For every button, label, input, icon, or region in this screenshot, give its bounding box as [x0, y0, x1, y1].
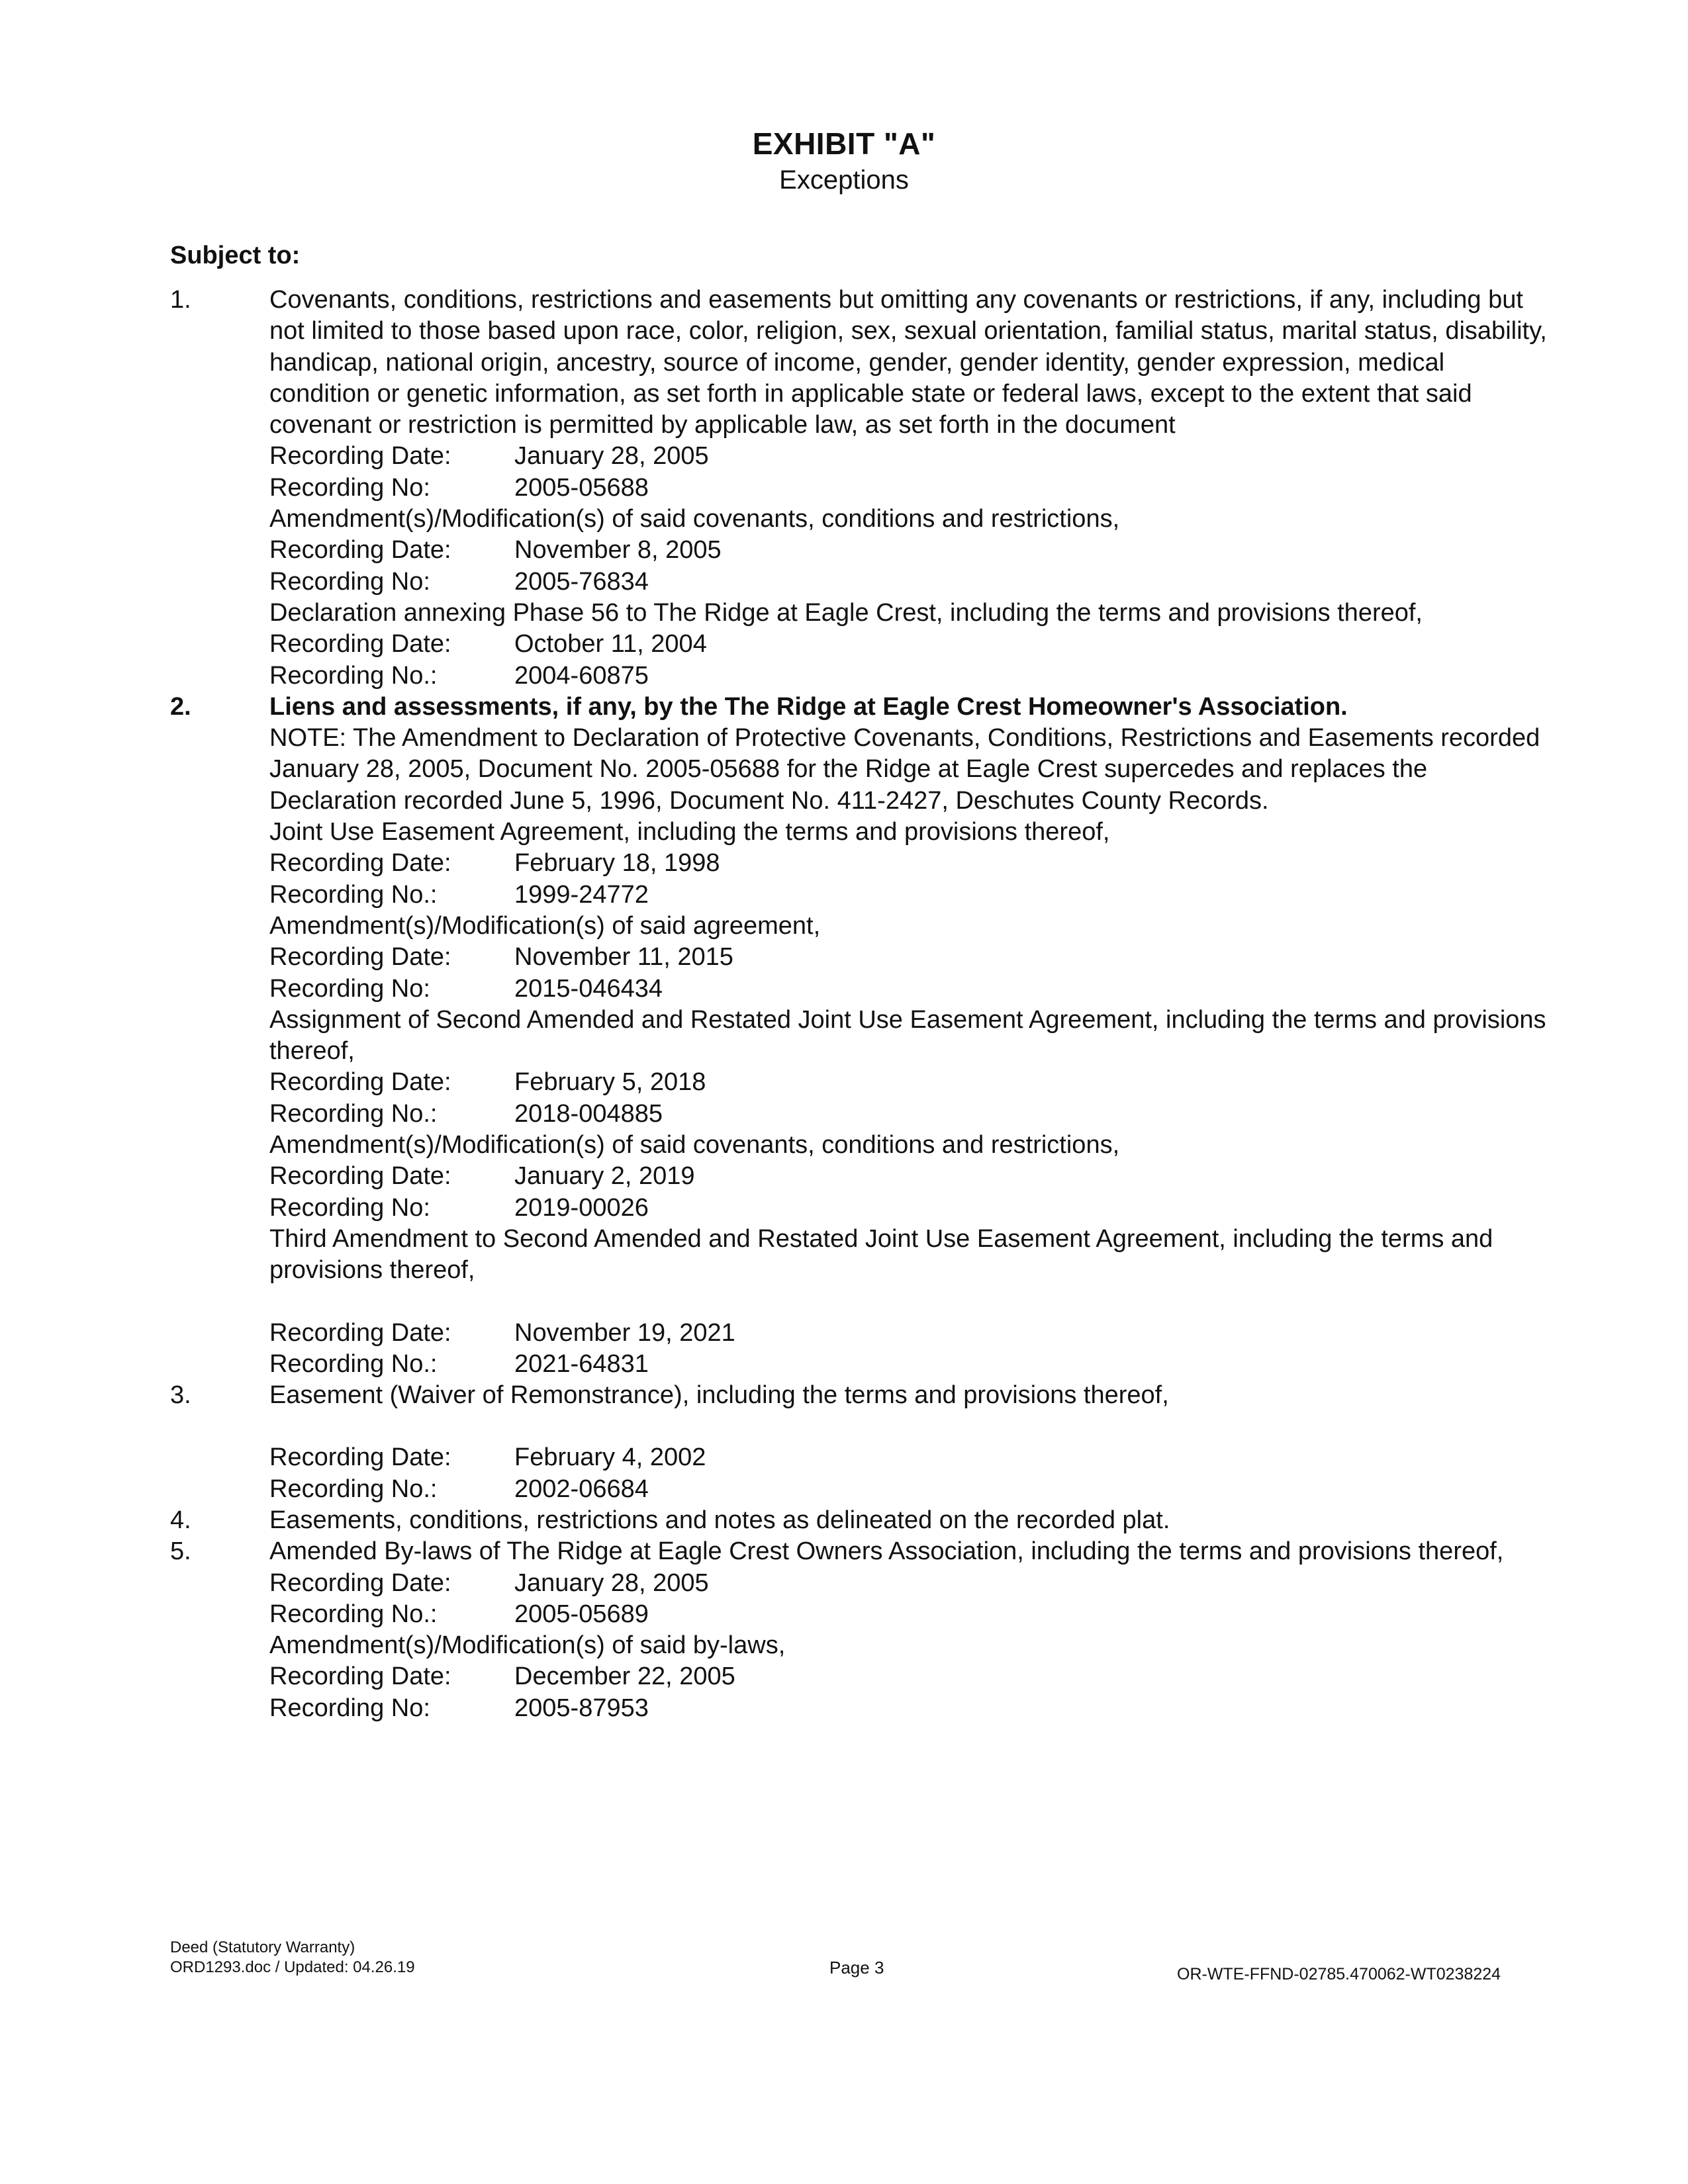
- recording-no-row: [269, 1474, 1547, 1505]
- recording-value: 2021-64831: [514, 1349, 649, 1378]
- exhibit-title: EXHIBIT "A": [752, 126, 936, 161]
- exceptions-list: [170, 285, 1547, 1724]
- recording-date-row: [269, 1318, 1547, 1349]
- recording-label: Recording Date:: [269, 1162, 451, 1191]
- recording-value: December 22, 2005: [514, 1662, 735, 1691]
- recording-value: January 2, 2019: [514, 1162, 695, 1191]
- recording-value: November 11, 2015: [514, 943, 733, 972]
- recording-value: 2005-76834: [514, 567, 649, 596]
- recording-value: 2004-60875: [514, 661, 649, 690]
- recording-value: 2019-00026: [514, 1193, 649, 1222]
- recording-label: Recording Date:: [269, 1569, 451, 1597]
- recording-value: November 8, 2005: [514, 536, 722, 565]
- recording-date-row: [269, 629, 1547, 660]
- recording-label: Recording No.:: [269, 880, 438, 909]
- recording-no-row: [269, 1599, 1547, 1630]
- amendment-text: Amendment(s)/Modification(s) of said covenants, conditions and restrictions,: [269, 1131, 1120, 1160]
- declaration-text: Declaration annexing Phase 56 to The Ridge at Eagle Crest, including the terms and provisions thereof,: [269, 598, 1423, 627]
- recording-date-row: [269, 942, 1547, 973]
- recording-label: Recording No:: [269, 1193, 430, 1222]
- third-amendment-text: Third Amendment to Second Amended and Restated Joint Use Easement Agreement, including the terms and provisions thereof,: [269, 1224, 1493, 1285]
- recording-date-row: [269, 1067, 1547, 1098]
- item-number: 3.: [170, 1381, 191, 1410]
- recording-label: Recording No.:: [269, 1600, 438, 1628]
- recording-label: Recording No:: [269, 1694, 430, 1722]
- recording-label: Recording Date:: [269, 1068, 451, 1097]
- recording-value: November 19, 2021: [514, 1318, 735, 1347]
- recording-label: Recording Date:: [269, 630, 451, 659]
- recording-date-row: [269, 535, 1547, 566]
- subject-to-label: Subject to:: [170, 242, 301, 269]
- recording-date-row: [269, 1568, 1547, 1599]
- footer-doc-version: ORD1293.doc / Updated: 04.26.19: [170, 1958, 415, 1976]
- spacer: [269, 1411, 1547, 1442]
- recording-label: Recording No.:: [269, 1099, 438, 1128]
- exception-item-3: [170, 1380, 1547, 1505]
- recording-label: Recording Date:: [269, 943, 451, 972]
- recording-no-row: [269, 567, 1547, 598]
- recording-no-row: [269, 880, 1547, 911]
- exception-item-4: [170, 1505, 1547, 1536]
- recording-label: Recording Date:: [269, 536, 451, 565]
- recording-value: February 5, 2018: [514, 1068, 706, 1097]
- recording-date-row: [269, 848, 1547, 879]
- recording-label: Recording No.:: [269, 661, 438, 690]
- recording-label: Recording Date:: [269, 849, 451, 878]
- recording-value: October 11, 2004: [514, 630, 707, 659]
- item-number: 4.: [170, 1506, 191, 1534]
- item-text: Amended By-laws of The Ridge at Eagle Crest Owners Association, including the terms and provisions thereof,: [269, 1537, 1504, 1566]
- recording-no-row: [269, 1099, 1547, 1130]
- exhibit-subtitle: Exceptions: [779, 165, 909, 195]
- page-number: Page 3: [829, 1958, 884, 1978]
- recording-no-row: [269, 660, 1547, 692]
- recording-label: Recording Date:: [269, 1443, 451, 1472]
- recording-date-row: [269, 1442, 1547, 1473]
- item-number: 1.: [170, 286, 191, 314]
- item-text: Easement (Waiver of Remonstrance), including the terms and provisions thereof,: [269, 1381, 1169, 1410]
- recording-no-row: [269, 1193, 1547, 1224]
- footer-order-reference: OR-WTE-FFND-02785.470062-WT0238224: [1177, 1965, 1501, 1983]
- amendment-text: Amendment(s)/Modification(s) of said by-laws,: [269, 1631, 786, 1660]
- recording-label: Recording No:: [269, 567, 430, 596]
- recording-label: Recording No:: [269, 974, 430, 1003]
- recording-label: Recording Date:: [269, 1662, 451, 1691]
- item-number: 2.: [170, 692, 191, 721]
- recording-no-row: [269, 473, 1547, 504]
- recording-value: 2018-004885: [514, 1099, 663, 1128]
- recording-value: 2015-046434: [514, 974, 663, 1003]
- recording-label: Recording No.:: [269, 1475, 438, 1503]
- recording-value: February 18, 1998: [514, 849, 720, 878]
- recording-no-row: [269, 974, 1547, 1005]
- joint-use-text: Joint Use Easement Agreement, including the terms and provisions thereof,: [269, 818, 1110, 846]
- recording-value: 2005-87953: [514, 1694, 649, 1722]
- recording-value: 2005-05688: [514, 473, 649, 502]
- recording-label: Recording No.:: [269, 1349, 438, 1378]
- recording-label: Recording No:: [269, 473, 430, 502]
- footer-doc-type: Deed (Statutory Warranty): [170, 1938, 355, 1956]
- recording-value: February 4, 2002: [514, 1443, 706, 1472]
- exception-item-2: [170, 692, 1547, 1380]
- exception-item-1: [170, 285, 1547, 692]
- recording-value: January 28, 2005: [514, 442, 709, 471]
- item-text: Covenants, conditions, restrictions and easements but omitting any covenants or restrictions, if any, including but not limited to those based upon race, color, religion, sex, sexual orientation, familial status, marital status, disability, handicap, national origin, ancestry, source of income, gender, gender identity, gender expression, medical condition or genetic information, as set forth in applicable state or federal laws, except to the extent that said covenant or restriction is permitted by applicable law, as set forth in the document: [269, 286, 1547, 439]
- item-text: Easements, conditions, restrictions and notes as delineated on the recorded plat.: [269, 1506, 1170, 1534]
- recording-value: 2005-05689: [514, 1600, 649, 1628]
- recording-value: 2002-06684: [514, 1475, 649, 1503]
- exhibit-header: [0, 124, 1688, 197]
- recording-label: Recording Date:: [269, 1318, 451, 1347]
- recording-label: Recording Date:: [269, 442, 451, 471]
- amendment-text: Amendment(s)/Modification(s) of said covenants, conditions and restrictions,: [269, 505, 1120, 533]
- footer-document-info: [170, 1938, 415, 1978]
- recording-date-row: [269, 1161, 1547, 1192]
- item-number: 5.: [170, 1537, 191, 1566]
- exception-item-5: [170, 1536, 1547, 1724]
- recording-value: 1999-24772: [514, 880, 649, 909]
- recording-value: January 28, 2005: [514, 1569, 709, 1597]
- note-text: NOTE: The Amendment to Declaration of Protective Covenants, Conditions, Restrictions and Easements recorded January 28, 2005, Document No. 2005-05688 for the Ridge at Eagle Crest supercedes and replaces the Declaration recorded June 5, 1996, Document No. 411-2427, Deschutes County Records.: [269, 724, 1540, 815]
- recording-no-row: [269, 1349, 1547, 1380]
- amendment-text: Amendment(s)/Modification(s) of said agreement,: [269, 911, 821, 940]
- recording-date-row: [269, 1661, 1547, 1692]
- item-heading: Liens and assessments, if any, by the The Ridge at Eagle Crest Homeowner's Association.: [269, 692, 1348, 721]
- assignment-text: Assignment of Second Amended and Restated Joint Use Easement Agreement, including the terms and provisions thereof,: [269, 1005, 1546, 1066]
- recording-no-row: [269, 1693, 1547, 1724]
- spacer: [269, 1287, 1547, 1318]
- recording-date-row: [269, 441, 1547, 472]
